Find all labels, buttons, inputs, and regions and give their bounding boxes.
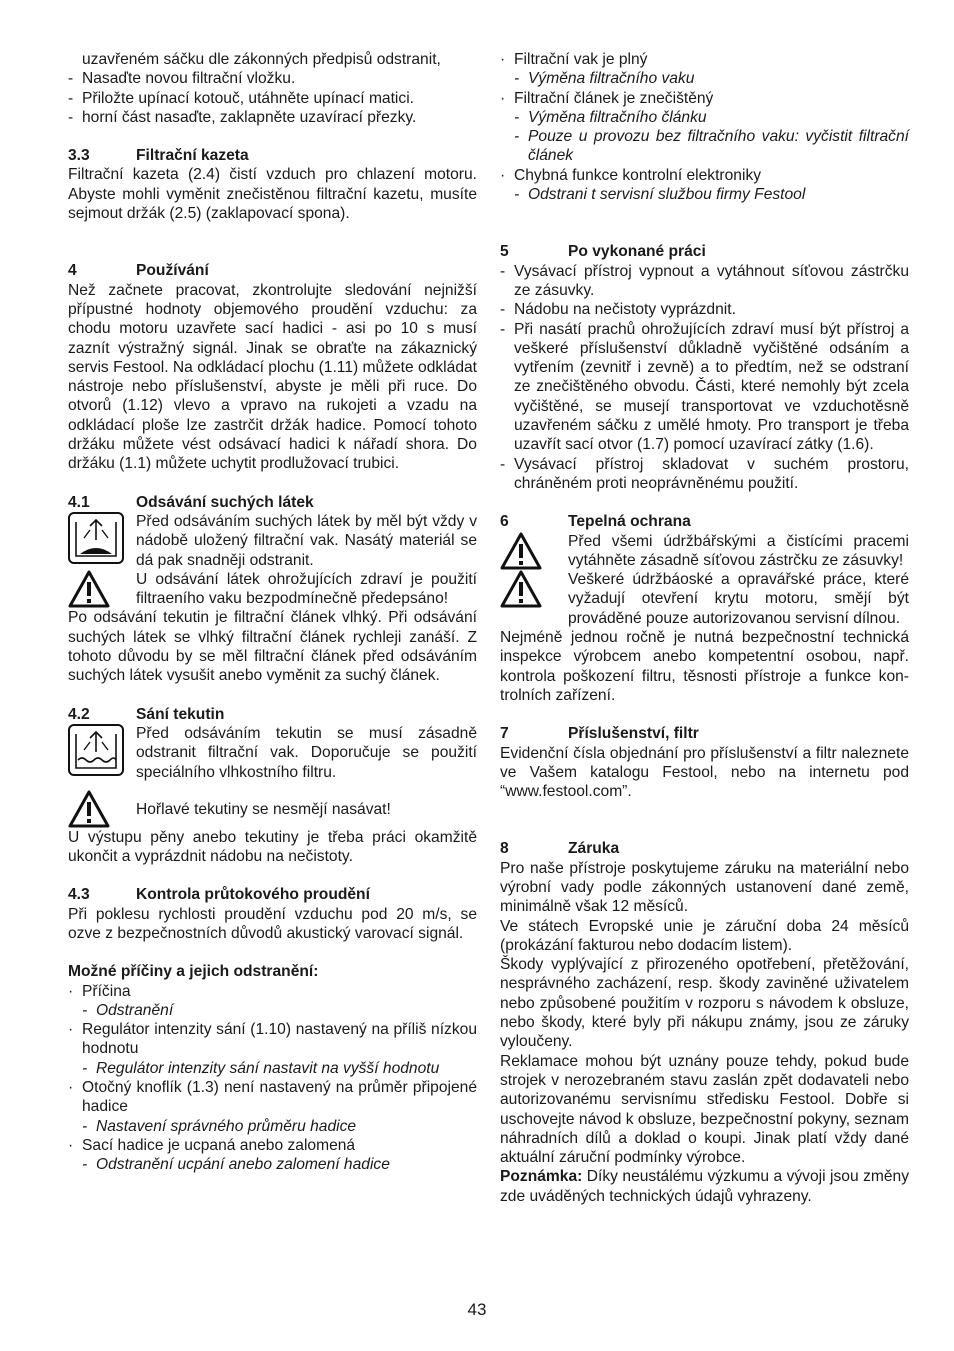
section-text: U výstupu pěny anebo tekutiny je třeba práci okamžitě ukončit a vyprázdnit nádobu na nečistoty. (68, 828, 477, 866)
section-heading-7: 7 Příslušenství, filtr (500, 725, 699, 743)
section-heading-4-2: 4.2 Sání tekutin (68, 705, 225, 723)
dry-suction-note: Před odsáváním suchých látek by měl být vždy v nádobě uložený filtrační vak. Nasátý materiál se dá pak snadněji odstranit. (68, 512, 477, 570)
cause-item: · Sací hadice je ucpaná anebo zalomená (68, 1136, 356, 1154)
section-text: Nejméně jednou ročně je nutná bezpečnostní technická inspekce výrobcem anebo kompetentní osobou, např. kontrola poškození filtru, těsnosti přístroje a funkce kon-trolních zařízení. (500, 629, 909, 704)
health-warning-note: U odsávání látek ohrožujících zdraví je použití filtraeního vaku bezpodmínečně předepsáno! (68, 570, 477, 609)
list-item: - Nádobu na nečistoty vyprázdnit. (500, 301, 736, 319)
fix-item: - Nastavení správného průměru hadice (82, 1117, 357, 1135)
fix-item: - Pouze u provozu bez filtračního vaku: vyčistit filtrační článek (514, 128, 909, 165)
liquid-suction-icon (68, 724, 124, 776)
warning-icon (68, 790, 110, 828)
list-item: - Při nasátí prachů ohrožujících zdraví musí být přístroj a veškeré příslušenství důkladně vyčištěné odsáním a vytřením (zevnitř i zevně) a to předtím, než se odstraní ze znečištěného obvodu. Části, které nemohly být zcela vyčištěné, se musejí transportovat ve vzduchotěsně uzavřeném sáčku z umělé hmoty. Pro transport je třeba uzavřít sací otvor (1.7) pomocí uzavírací zátky (1.6). (500, 320, 909, 454)
section-heading-8: 8 Záruka (500, 840, 620, 858)
cause-item: · Příčina (68, 982, 131, 1000)
service-warning-note: Veškeré údržbáoské a opravářské práce, které vyžadují otevření krytu motoru, smějí být prováděné pouze autorizovanou servisní dílnou. (500, 570, 909, 628)
fix-item: - Odstrani t servisní službou firmy Festool (514, 186, 806, 204)
cause-item: · Regulátor intenzity sání (1.10) nastavený na příliš nízkou hodnotu (68, 1021, 477, 1058)
fix-item: - Odstranění ucpání anebo zalomení hadice (82, 1156, 390, 1174)
fix-item: - Regulátor intenzity sání nastavit na vyšší hodnotu (82, 1059, 440, 1077)
list-item: - Vysávací přístroj vypnout a vytáhnout síťovou zástrčku ze zásuvky. (500, 262, 909, 299)
section-heading-5: 5 Po vykonané práci (500, 243, 706, 261)
fix-item: - Odstranění (82, 1001, 174, 1019)
cause-item: · Chybná funkce kontrolní elektroniky (500, 166, 762, 184)
intro-text: uzavřeném sáčku dle zákonných předpisů odstranit, (82, 51, 441, 68)
warning-icon (500, 570, 542, 608)
warning-icon (68, 570, 110, 608)
section-text: Evidenční čísla objednání pro příslušenství a filtr naleznete ve Vašem katalogu Festool, nebo na internetu pod “www.festool.com”. (500, 744, 909, 801)
section-heading-6: 6 Tepelná ochrana (500, 513, 691, 531)
fix-item: - Výměna filtračního článku (514, 108, 707, 126)
note-label: Poznámka: (500, 1168, 583, 1186)
list-item: - Nasaďte novou filtrační vložku. (68, 70, 296, 88)
section-text: Při poklesu rychlosti proudění vzduchu pod 20 m/s, se ozve z bezpečnostních důvodů akustický varovací signál. (68, 905, 477, 942)
page-number: 43 (467, 1300, 487, 1319)
right-column (500, 50, 909, 1206)
causes-heading: Možné příčiny a jejich odstranění: (68, 963, 319, 981)
cause-item: · Otočný knoflík (1.3) není nastavený na průměr připojené hadice (68, 1079, 477, 1116)
list-item: - Přiložte upínací kotouč, utáhněte upínací matici. (68, 89, 414, 107)
section-heading-3-3: 3.3 Filtrační kazeta (68, 147, 249, 165)
note-text: Poznámka: Díky neustálému výzkumu a vývoji jsou změny zde uváděných technických údajů vyhrazeny. (500, 1168, 909, 1205)
warning-icon (500, 532, 542, 570)
cause-item: · Filtrační vak je plný (500, 51, 648, 68)
cause-item: · Filtrační článek je znečištěný (500, 89, 714, 107)
section-heading-4: 4 Používání (68, 262, 209, 280)
section-heading-4-1: 4.1 Odsávání suchých látek (68, 493, 314, 511)
section-text: Pro naše přístroje poskytujeme záruku na materiální nebo výrobní vady podle zákonných ustanovení dané země, minimálně však 12 měsíců. (500, 859, 909, 916)
fix-item: - Výměna filtračního vaku (514, 70, 695, 88)
section-text: Ve státech Evropské unie je záruční doba 24 měsíců (prokázání fakturou nebo dodacím listem). (500, 917, 909, 954)
dry-material-bag-icon (68, 512, 124, 564)
list-item: - Vysávací přístroj skladovat v suchém prostoru, chráněném proti neoprávněnému použití. (500, 455, 909, 492)
list-item: - horní část nasaďte, zaklapněte uzavírací přezky. (68, 108, 417, 126)
section-text: Filtrační kazeta (2.4) čistí vzduch pro chlazení motoru. Abyste mohli vyměnit znečistěnou filtrační kazetu, musíte sejmout držák (2.5) (zaklapovací spona). (68, 166, 477, 223)
section-text: Reklamace mohou být uznány pouze tehdy, pokud bude strojek v nerozebraném stavu zaslán zpět dodavateli nebo autorizovanému servisnímu středisku Festool. Dobře si uschovejte návod k obsluze, bezpečnostní pokyny, seznam náhradních dílů a doklad o koupi. Jinak platí vždy dané aktuální záruční podmínky výrobce. (500, 1052, 909, 1167)
liquid-suction-note: Před odsáváním tekutin se musí zásadně odstranit filtrační vak. Doporučuje se použití speciálního vlhkostního filtru. (68, 724, 477, 782)
section-text: Po odsávání tekutin je filtrační článek vlhký. Při odsávání suchých látek se vlhký filtrační článek rychleji zanáší. Z tohoto důvodu by se měl filtrační článek před odsáváním suchých látek vysušit anebo vyměnit za suchý článek. (68, 609, 477, 685)
unplug-warning-note: Před všemi údržbářskými a čistícími pracemi vytáhněte zásadně síťovou zástrčku ze zásuvky! (500, 532, 909, 571)
section-text: Škody vyplývající z přirozeného opotřebení, přetěžování, nesprávného zacházení, resp. škody zaviněné uživatelem nebo způsobené použitím v rozporu s návodem k obsluze, nebo škody, které byly při nákupu známy, jsou ze záruky vyloučeny. (500, 956, 909, 1051)
section-text: Než začnete pracovat, zkontrolujte sledování nejnižší přípustné hodnoty objemového proudění vzduchu: za chodu motoru uzavřete sací hadici - asi po 10 s musí zaznít výstražný signál. Jinak se obraťte na zákaznický servis Festool. Na odkládací plochu (1.11) můžete odkládat nástroje nebo příslušenství, abyste je měli při ruce. Do otvorů (1.12) vlevo a vpravo na rukojeti a vzadu na odkládací ploše lze zastrčit držák hadice. Pomocí tohoto držáku můžete vést odsávací hadici k nářadí shora. Do držáku (1.1) můžete uchytit prodlužovací trubici. (68, 281, 477, 473)
flammable-warning-note: Hořlavé tekutiny se nesmějí nasávat! (68, 790, 477, 828)
section-heading-4-3: 4.3 Kontrola průtokového proudění (68, 886, 370, 904)
left-column (68, 50, 477, 1175)
